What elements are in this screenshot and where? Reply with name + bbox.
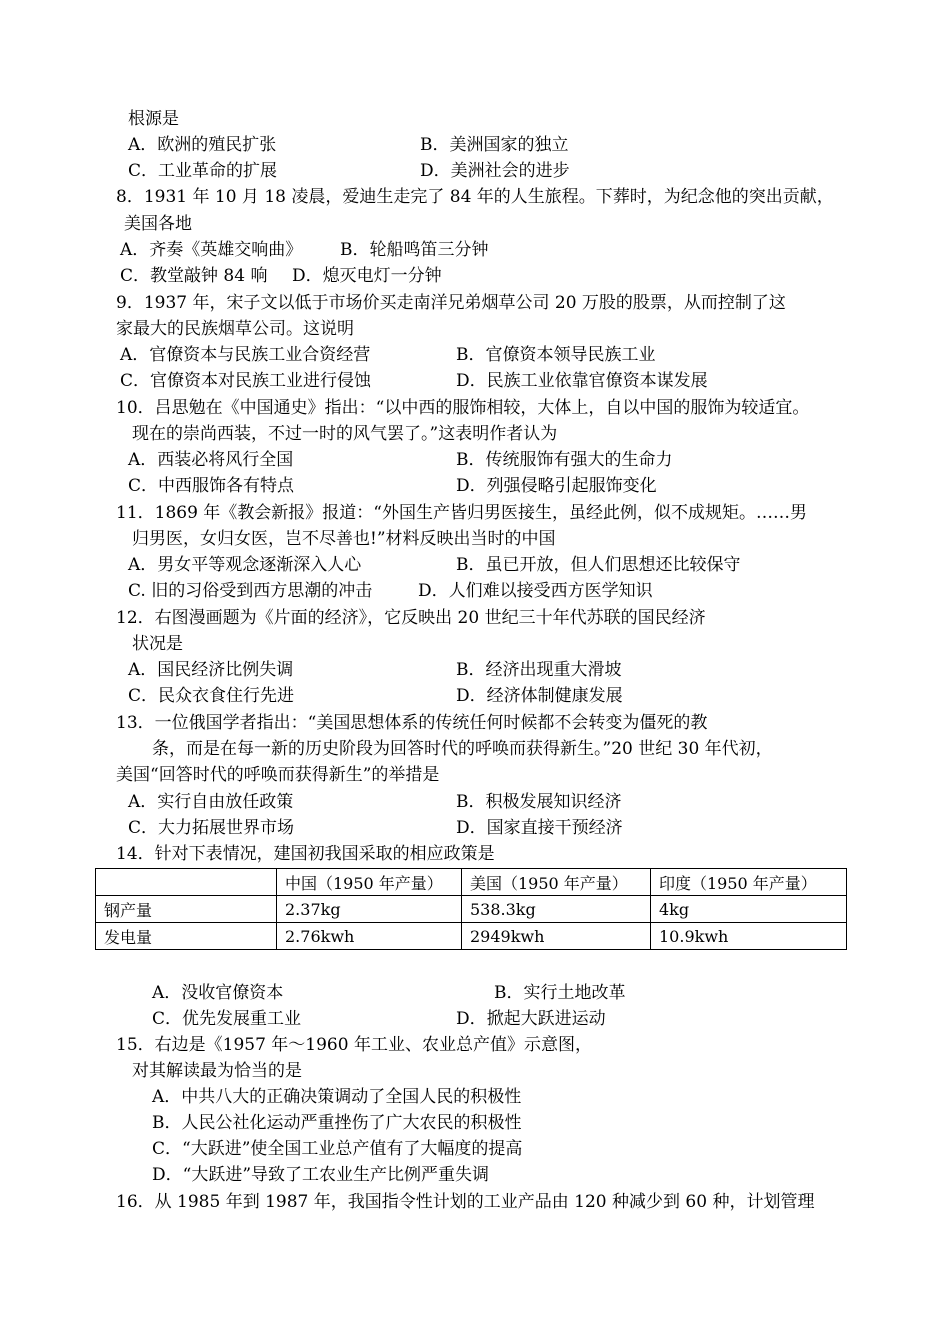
q13-stem: 13．一位俄国学者指出：“美国思想体系的传统任何时候都不会转变为僵死的教 bbox=[116, 713, 708, 733]
table-header-cell: 中国（1950 年产量） bbox=[277, 869, 462, 896]
table-cell: 538.3kg bbox=[462, 896, 651, 923]
table-cell: 2.76kwh bbox=[277, 923, 462, 950]
q11-option-d: D．人们难以接受西方医学知识 bbox=[418, 581, 653, 601]
q12-stem-cont: 状况是 bbox=[132, 634, 183, 654]
q10-option-d: D．列强侵略引起服饰变化 bbox=[456, 476, 657, 496]
q14-option-b: B．实行土地改革 bbox=[494, 983, 626, 1003]
q7-option-d: D．美洲社会的进步 bbox=[420, 161, 570, 181]
q10-option-b: B．传统服饰有强大的生命力 bbox=[456, 450, 673, 470]
q10-stem: 10．吕思勉在《中国通史》指出：“以中西的服饰相较，大体上，自以中国的服饰为较适宜。 bbox=[116, 398, 810, 418]
table-cell: 2949kwh bbox=[462, 923, 651, 950]
q15-stem: 15．右边是《1957 年～1960 年工业、农业总产值》示意图， bbox=[116, 1035, 592, 1055]
q7-option-c: C．工业革命的扩展 bbox=[128, 161, 278, 181]
q15-option-b: B．人民公社化运动严重挫伤了广大农民的积极性 bbox=[152, 1113, 522, 1133]
q8-option-a: A．齐奏《英雄交响曲》 bbox=[120, 240, 303, 260]
q8-stem-cont: 美国各地 bbox=[124, 214, 192, 234]
q11-stem: 11．1869 年《教会新报》报道：“外国生产皆归男医接生，虽经此例，似不成规矩。……男 bbox=[116, 503, 807, 523]
q9-option-d: D．民族工业依靠官僚资本谋发展 bbox=[456, 371, 708, 391]
q12-option-b: B．经济出现重大滑坡 bbox=[456, 660, 622, 680]
q14-option-c: C．优先发展重工业 bbox=[152, 1009, 302, 1029]
q12-option-c: C．民众衣食住行先进 bbox=[128, 686, 295, 706]
q15-option-d: D．“大跃进”导致了工农业生产比例严重失调 bbox=[152, 1165, 490, 1185]
q9-stem-cont: 家最大的民族烟草公司。这说明 bbox=[116, 319, 354, 339]
q15-option-c: C．“大跃进”使全国工业总产值有了大幅度的提高 bbox=[152, 1139, 523, 1159]
q13-option-c: C．大力拓展世界市场 bbox=[128, 818, 295, 838]
q13-stem-cont: 条，而是在每一新的历史阶段为回答时代的呼唤而获得新生。”20 世纪 30 年代初， bbox=[152, 739, 773, 759]
q8-option-d: D．熄灭电灯一分钟 bbox=[292, 266, 442, 286]
table-cell: 2.37kg bbox=[277, 896, 462, 923]
q10-option-c: C．中西服饰各有特点 bbox=[128, 476, 295, 496]
q11-option-a: A．男女平等观念逐渐深入人心 bbox=[128, 555, 362, 575]
production-table bbox=[95, 868, 847, 950]
q11-stem-cont: 归男医，女归女医，岂不尽善也!”材料反映出当时的中国 bbox=[132, 529, 556, 549]
table-cell: 发电量 bbox=[96, 923, 277, 950]
q9-stem: 9．1937 年，宋子文以低于市场价买走南洋兄弟烟草公司 20 万股的股票，从而控制了这 bbox=[116, 293, 786, 313]
q14-option-a: A．没收官僚资本 bbox=[152, 983, 284, 1003]
q15-option-a: A．中共八大的正确决策调动了全国人民的积极性 bbox=[152, 1087, 522, 1107]
q14-stem: 14．针对下表情况，建国初我国采取的相应政策是 bbox=[116, 844, 495, 864]
table-header-cell bbox=[96, 869, 277, 896]
q16-stem: 16．从 1985 年到 1987 年，我国指令性计划的工业产品由 120 种减少到 60 种，计划管理 bbox=[116, 1192, 815, 1212]
q13-stem-cont2: 美国“回答时代的呼唤而获得新生”的举措是 bbox=[116, 765, 440, 785]
q8-option-b: B．轮船鸣笛三分钟 bbox=[340, 240, 489, 260]
q10-stem-cont: 现在的崇尚西装，不过一时的风气罢了。”这表明作者认为 bbox=[132, 424, 558, 444]
q11-option-c: C. 旧的习俗受到西方思潮的冲击 bbox=[128, 581, 373, 601]
q12-option-d: D．经济体制健康发展 bbox=[456, 686, 623, 706]
table-cell: 钢产量 bbox=[96, 896, 277, 923]
q9-option-c: C．官僚资本对民族工业进行侵蚀 bbox=[120, 371, 372, 391]
q13-option-a: A．实行自由放任政策 bbox=[128, 792, 294, 812]
table-row bbox=[96, 923, 847, 950]
q11-option-b: B．虽已开放，但人们思想还比较保守 bbox=[456, 555, 741, 575]
table-header-cell: 印度（1950 年产量） bbox=[651, 869, 847, 896]
q13-option-d: D．国家直接干预经济 bbox=[456, 818, 623, 838]
table-header-row bbox=[96, 869, 847, 896]
q14-option-d: D．掀起大跃进运动 bbox=[456, 1009, 606, 1029]
q12-stem: 12．右图漫画题为《片面的经济》，它反映出 20 世纪三十年代苏联的国民经济 bbox=[116, 608, 706, 628]
q7-option-a: A．欧洲的殖民扩张 bbox=[128, 135, 277, 155]
q9-option-a: A．官僚资本与民族工业合资经营 bbox=[120, 345, 371, 365]
table-cell: 4kg bbox=[651, 896, 847, 923]
table-header-cell: 美国（1950 年产量） bbox=[462, 869, 651, 896]
q7-option-b: B．美洲国家的独立 bbox=[420, 135, 569, 155]
q9-option-b: B．官僚资本领导民族工业 bbox=[456, 345, 656, 365]
q13-option-b: B．积极发展知识经济 bbox=[456, 792, 622, 812]
q7-stem-cont: 根源是 bbox=[128, 109, 179, 129]
q10-option-a: A．西装必将风行全国 bbox=[128, 450, 294, 470]
table-row bbox=[96, 896, 847, 923]
q8-option-c: C．教堂敲钟 84 响 bbox=[120, 266, 268, 286]
q15-stem-cont: 对其解读最为恰当的是 bbox=[132, 1061, 302, 1081]
q8-stem: 8．1931 年 10 月 18 凌晨，爱迪生走完了 84 年的人生旅程。下葬时，为纪念他的突出贡献， bbox=[116, 187, 834, 207]
table-cell: 10.9kwh bbox=[651, 923, 847, 950]
q12-option-a: A．国民经济比例失调 bbox=[128, 660, 294, 680]
